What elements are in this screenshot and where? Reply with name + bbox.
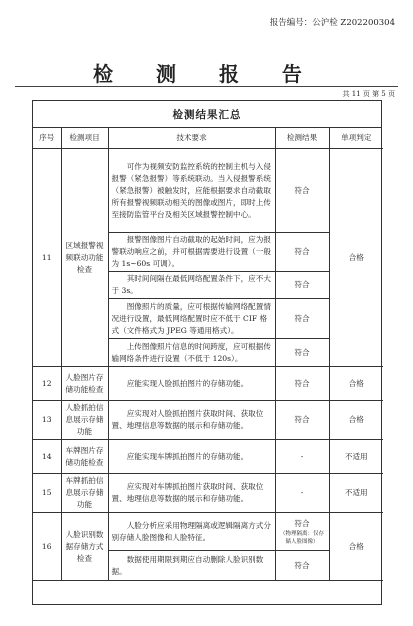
row-result-cell <box>275 513 329 551</box>
row-result: 符合 <box>275 551 329 581</box>
row-requirement: 应能实现人脸抓拍图片的存储功能。 <box>108 367 275 401</box>
row-result: 符合 <box>275 367 329 401</box>
row-number: 14 <box>33 440 61 474</box>
table-header-row <box>33 128 383 149</box>
row-result: 符合 <box>275 401 329 440</box>
row-requirement: 应能实现车牌抓拍图片的存储功能。 <box>108 440 275 474</box>
table-row <box>33 440 383 474</box>
row-result: - <box>275 474 329 513</box>
row-requirement: 应实现对车牌抓拍图片获取时间、获取位置、地理信息等数据的展示和存储功能。 <box>108 474 275 513</box>
table-row <box>33 149 383 233</box>
row-requirement: 数据使用期限到期应自动删除人脸识别数据。 <box>108 551 275 581</box>
page-info: 共 11 页 第 5 页 <box>342 90 395 98</box>
col-header-verdict: 单项判定 <box>329 128 383 149</box>
table-row <box>33 367 383 401</box>
row-number: 11 <box>33 149 61 367</box>
row-result: 符合 <box>275 233 329 272</box>
row-verdict: 不适用 <box>329 474 383 513</box>
header-rule <box>15 86 398 87</box>
row-verdict: 不适用 <box>329 440 383 474</box>
table-caption: 检测结果汇总 <box>33 101 381 128</box>
row-result-note: （物理隔离：仅存储人脸图像） <box>279 530 324 545</box>
row-requirement: 上传图像照片信息的时间跨度，应可根据传输网络条件进行设置（不低于 120s）。 <box>108 339 275 367</box>
row-requirement: 应实现对人脸抓拍图片获取时间、获取位置、地理信息等数据的展示和存储功能。 <box>108 401 275 440</box>
row-number: 15 <box>33 474 61 513</box>
results-table <box>33 128 383 581</box>
row-requirement: 人脸分析应采用物理隔离或逻辑隔离方式分别存储人脸图像和人脸特征。 <box>108 513 275 551</box>
row-verdict: 合格 <box>329 149 383 367</box>
table-row <box>33 513 383 551</box>
row-item: 车牌抓拍信息展示存储功能 <box>61 474 108 513</box>
row-verdict: 合格 <box>329 401 383 440</box>
row-item: 车牌图片存储功能检查 <box>61 440 108 474</box>
row-result: 符合 <box>275 272 329 299</box>
row-result: 符合 <box>294 518 310 528</box>
document-title: 检 测 报 告 <box>93 62 320 86</box>
row-number: 13 <box>33 401 61 440</box>
row-result: 符合 <box>275 339 329 367</box>
row-result: - <box>275 440 329 474</box>
row-number: 12 <box>33 367 61 401</box>
row-requirement: 其时间间隔在最低网络配置条件下，应不大于 3s。 <box>108 272 275 299</box>
col-header-result: 检测结果 <box>275 128 329 149</box>
row-verdict: 合格 <box>329 367 383 401</box>
row-requirement: 报警图像图片自动截取的起始时间，应为报警联动响应之前，并可根据需要进行设置（一般为 1s~60s 可调）。 <box>108 233 275 272</box>
row-requirement: 图像照片的质量，应可根据传输网络配置情况进行设置，最低网络配置时应不低于 CIF 格式（文件格式为 JPEG 等通用格式）。 <box>108 299 275 339</box>
table-row <box>33 474 383 513</box>
col-header-requirement: 技术要求 <box>108 128 275 149</box>
results-summary-table <box>32 100 382 605</box>
row-number: 16 <box>33 513 61 581</box>
col-header-no: 序号 <box>33 128 61 149</box>
row-result: 符合 <box>275 299 329 339</box>
row-item: 人脸识别数据存储方式检查 <box>61 513 108 581</box>
col-header-item: 检测项目 <box>61 128 108 149</box>
row-item: 区域报警视频联动功能检查 <box>61 149 108 367</box>
row-requirement: 可作为视频安防监控系统的控制主机与入侵报警（紧急报警）等系统联动。当入侵报警系统（紧急报警）被触发时，应能根据要求自动截取所有报警视频联动相关的图像或图片，即时上传至接防监管平台及相关区域报警控制中心。 <box>108 149 275 233</box>
report-number: 报告编号：公沪检 Z202200304 <box>269 18 395 28</box>
table-row <box>33 401 383 440</box>
row-verdict: 合格 <box>329 513 383 581</box>
row-item: 人脸抓拍信息展示存储功能 <box>61 401 108 440</box>
row-result: 符合 <box>275 149 329 233</box>
row-item: 人脸图片存储功能检查 <box>61 367 108 401</box>
